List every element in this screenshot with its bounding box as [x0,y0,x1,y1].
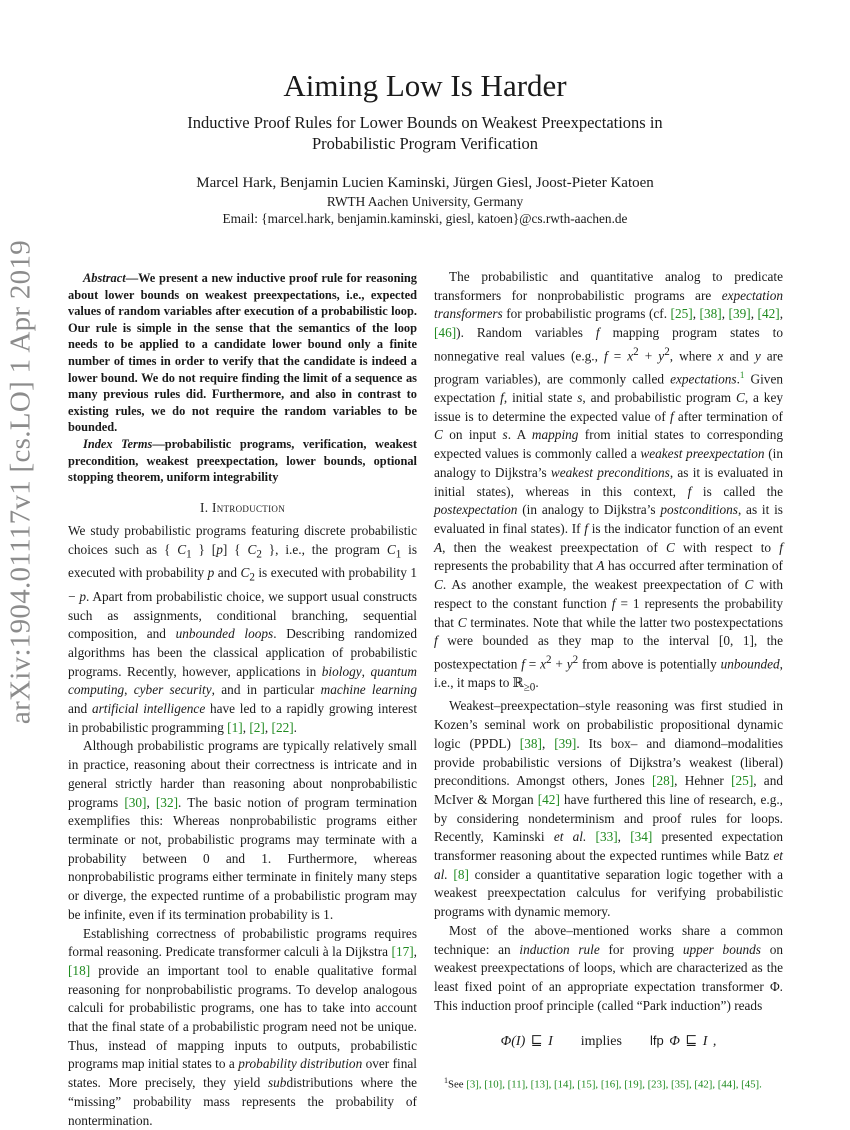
paragraph: The probabilistic and quantitative analog to predicate transformers for nonprobabilistic programs are expectation transformers for probabilistic programs (cf. [25], [38], [39], [42], [46]). Random variables f mapping program states to nonnegative real values (e.g., $f = x^2 + y^2$, where x and y are program variables), are commonly called expectations.$^1$ Given expectation f, initial state s, and probabilistic program C, a key issue is to determine the expected value of f after termination of C on input s. A mapping from initial states to corresponding expected values is commonly called a weakest preexpectation (in analogy to Dijkstra’s weakest preconditions, as it is evaluated in initial states), whereas in this context, f is called the postexpectation (in analogy to Dijkstra’s postconditions, as it is evaluated in final states). If f is the indicator function of an event A, then the weakest preexpectation of C with respect to f represents the probability that A has occurred after termination of C. As another example, the weakest preexpectation of C with respect to the constant function f = 1 represents the probability that C terminates. Note that while the latter two postexpectations f were bounded as they map to the interval [0, 1], the postexpectation $f = x^2 + y^2$ from above is potentially unbounded, i.e., it maps to ℝ$_{\ge 0}$. [434,268,783,697]
footnote: $^1$See [3], [10], [11], [13], [14], [15], [16], [19], [23], [35], [42], [44], [45]. [434,1074,783,1092]
arxiv-stamp: arXiv:1904.01117v1 [cs.LO] 1 Apr 2019 [0,262,42,702]
author-emails: Email: {marcel.hark, benjamin.kaminski, giesl, katoen}@cs.rwth-aachen.de [0,211,850,227]
paragraph: Most of the above–mentioned works share a common technique: an induction rule for proving upper bounds on weakest preexpectations of loops, which are characterized as the least fixed point of an appropriate expectation transformer Φ. This induction proof principle (called “Park induction”) reads [434,922,783,1016]
left-column [68,270,417,1130]
footnote-references[interactable]: [3], [10], [11], [13], [14], [15], [16], [19], [23], [35], [42], [44], [45]. [466,1079,762,1091]
paragraph: Weakest–preexpectation–style reasoning was first studied in Kozen’s seminal work on probabilistic propositional dynamic logic (PPDL) [38], [39]. Its box– and diamond–modalities provide probabilistic versions of Dijkstra’s weakest (liberal) preconditions. Amongst others, Jones [28], Hehner [25], and McIver & Morgan [42] have furthered this line of research, e.g., by considering nondeterminism and proof rules for loops. Recently, Kaminski et al. [33], [34] presented expectation transformer reasoning about the expected runtimes while Batz et al. [8] consider a quantitative separation logic together with a weakest preexpectation calculus for verifying probabilistic programs with dynamic memory. [434,697,783,921]
paragraph: We study probabilistic programs featuring discrete probabilistic choices such as { $C_1$ } [p] { $C_2$ }, i.e., the program $C_1$ is executed with probability p and $C_2$ is executed with probability 1 − p. Apart from probabilistic choice, we support usual constructs such as assignments, conditional branching, sequential composition, and unbounded loops. Describing randomized algorithms has been the classical application of probabilistic programs. Recently, however, applications in biology, quantum computing, cyber security, and in particular machine learning and artificial intelligence have led to a rapidly growing interest in probabilistic programming [1], [2], [22]. [68,522,417,737]
right-column [434,268,783,1092]
abstract: Abstract—We present a new inductive proof rule for reasoning about lower bounds on weakest preexpectations, i.e., expected values of random variables after execution of a probabilistic loop. Our rule is simple in the sense that the semantics of the loop needs to be applied to a candidate lower bound only a finite number of times in order to verify that the candidate is indeed a lower bound. We do not require finding the limit of a sequence as many previous rules did. Furthermore, and also in contrast to existing rules, we do not require the random variables to be bounded. [68,270,417,436]
index-terms: Index Terms—probabilistic programs, verification, weakest precondition, weakest preexpectation, lower bounds, optional stopping theorem, uniform integrability [68,436,417,486]
paper-title: Aiming Low Is Harder [0,68,850,104]
paragraph: Establishing correctness of probabilistic programs requires formal reasoning. Predicate transformer calculi à la Dijkstra [17], [18] provide an important tool to enable qualitative formal reasoning for nonprobabilistic programs. To develop analogous calculi for probabilistic programs, one has to take into account that the final state of a probabilistic program need not be unique. Thus, instead of mapping inputs to outputs, probabilistic programs map initial states to a probability distribution over final states. More precisely, they yield subdistributions where the “missing” probability mass represents the probability of nontermination. [68,925,417,1130]
section-heading: I. Introduction [68,499,417,518]
paragraph: Although probabilistic programs are typically relatively small in practice, reasoning about their correctness is intricate and in general strictly harder than reasoning about nonprobabilistic programs [30], [32]. The basic notion of program termination exemplifies this: Whereas nonprobabilistic programs either terminate or not, probabilistic programs may terminate with a probability between 0 and 1. Furthermore, whereas nonprobabilistic programs either terminate in finitely many steps or diverge, the expected runtime of a probabilistic program may be infinite, even if its termination probability is 1. [68,737,417,924]
author-list: Marcel Hark, Benjamin Lucien Kaminski, Jürgen Giesl, Joost-Pieter Katoen [0,175,850,192]
paper-subtitle: Inductive Proof Rules for Lower Bounds on Weakest Preexpectations in Probabilistic Program Verification [150,112,700,154]
park-induction-formula: Φ(I) ⊑ I implies lfp Φ ⊑ I , [434,1032,783,1052]
affiliation: RWTH Aachen University, Germany [0,194,850,210]
